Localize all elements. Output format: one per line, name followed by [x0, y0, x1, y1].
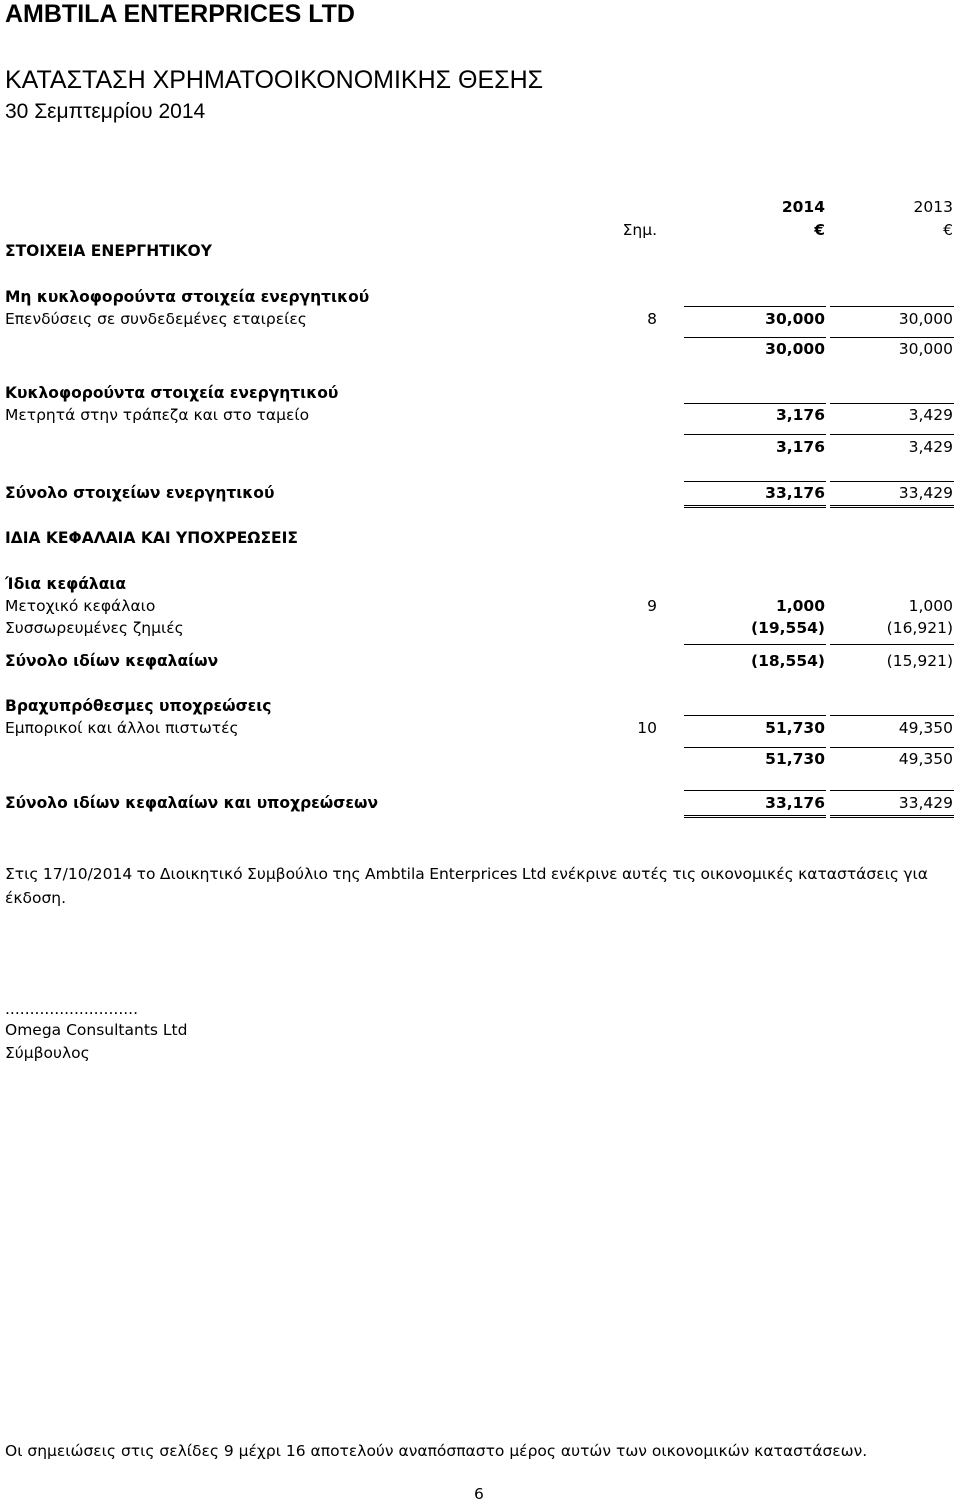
total-equity-current: (18,554)	[751, 652, 825, 670]
page-number: 6	[474, 1485, 484, 1503]
rule	[830, 747, 954, 748]
double-rule	[684, 815, 826, 818]
signature-line: ...........................	[5, 1000, 139, 1018]
rule	[830, 481, 954, 482]
double-rule	[830, 505, 954, 508]
total-assets-current: 33,176	[765, 484, 825, 502]
total-equity-label: Σύνολο ιδίων κεφαλαίων	[5, 652, 219, 670]
rule	[684, 715, 826, 716]
cash-current: 3,176	[775, 406, 825, 424]
rule	[830, 434, 954, 435]
currency-current-header: €	[814, 221, 825, 239]
rule	[830, 644, 954, 645]
trade-payables-current: 51,730	[765, 719, 825, 737]
total-equity-liabilities-label: Σύνολο ιδίων κεφαλαίων και υποχρεώσεων	[5, 794, 378, 812]
rule	[684, 403, 826, 404]
year-prior-header: 2013	[913, 198, 953, 216]
rule	[830, 790, 954, 791]
share-capital-prior: 1,000	[908, 597, 953, 615]
total-equity-prior: (15,921)	[886, 652, 953, 670]
investments-note: 8	[647, 310, 657, 328]
rule	[684, 790, 826, 791]
statement-date: 30 Σεμπτεμρίου 2014	[5, 100, 206, 123]
rule	[684, 337, 826, 338]
approval-statement: Στις 17/10/2014 το Διοικητικό Συμβούλιο της Ambtila Enterprices Ltd ενέκρινε αυτές τις οικονομικές καταστάσεις για έκδοση.	[5, 865, 928, 907]
trade-payables-prior: 49,350	[898, 719, 953, 737]
investments-current: 30,000	[765, 310, 825, 328]
liabilities-subtotal-prior: 49,350	[898, 750, 953, 768]
short-term-liabilities-heading: Βραχυπρόθεσμες υποχρεώσεις	[5, 697, 272, 715]
total-assets-prior: 33,429	[898, 484, 953, 502]
current-assets-heading: Κυκλοφορούντα στοιχεία ενεργητικού	[5, 384, 339, 402]
share-capital-note: 9	[647, 597, 657, 615]
total-equity-liabilities-prior: 33,429	[898, 794, 953, 812]
investments-prior: 30,000	[898, 310, 953, 328]
current-subtotal-current: 3,176	[775, 438, 825, 456]
current-subtotal-prior: 3,429	[908, 438, 953, 456]
notes-footnote: Οι σημειώσεις στις σελίδες 9 μέχρι 16 αποτελούν αναπόσπαστο μέρος αυτών των οικονομικών καταστάσεων.	[5, 1442, 868, 1460]
equity-heading: Ίδια κεφάλαια	[5, 575, 127, 593]
signatory-role: Σύμβουλος	[5, 1044, 90, 1062]
noncurrent-subtotal-current: 30,000	[765, 340, 825, 358]
rule	[684, 481, 826, 482]
assets-heading: ΣΤΟΙΧΕΙΑ ΕΝΕΡΓΗΤΙΚΟΥ	[5, 242, 212, 260]
liabilities-subtotal-current: 51,730	[765, 750, 825, 768]
accumulated-losses-current: (19,554)	[751, 619, 825, 637]
rule	[830, 715, 954, 716]
rule	[684, 747, 826, 748]
share-capital-current: 1,000	[775, 597, 825, 615]
investments-label: Επενδύσεις σε συνδεδεμένες εταιρείες	[5, 310, 307, 328]
double-rule	[684, 505, 826, 508]
equity-liabilities-heading: ΙΔΙΑ ΚΕΦΑΛΑΙΑ ΚΑΙ ΥΠΟΧΡΕΩΣΕΙΣ	[5, 529, 298, 547]
accumulated-losses-label: Συσσωρευμένες ζημιές	[5, 619, 184, 637]
rule	[684, 306, 826, 307]
share-capital-label: Μετοχικό κεφάλαιο	[5, 597, 156, 615]
company-name: AMBTILA ENTERPRICES LTD	[5, 0, 355, 28]
rule	[830, 337, 954, 338]
double-rule	[830, 815, 954, 818]
year-current-header: 2014	[781, 198, 825, 216]
cash-prior: 3,429	[908, 406, 953, 424]
noncurrent-subtotal-prior: 30,000	[898, 340, 953, 358]
note-column-header: Σημ.	[622, 221, 657, 239]
noncurrent-assets-heading: Μη κυκλοφορούντα στοιχεία ενεργητικού	[5, 288, 370, 306]
accumulated-losses-prior: (16,921)	[886, 619, 953, 637]
trade-payables-note: 10	[637, 719, 657, 737]
signatory-name: Omega Consultants Ltd	[5, 1021, 188, 1039]
cash-label: Μετρητά στην τράπεζα και στο ταμείο	[5, 406, 310, 424]
statement-title: ΚΑΤΑΣΤΑΣΗ ΧΡΗΜΑΤΟΟΙΚΟΝΟΜΙΚΗΣ ΘΕΣΗΣ	[5, 66, 544, 94]
currency-prior-header: €	[943, 221, 953, 239]
total-equity-liabilities-current: 33,176	[765, 794, 825, 812]
rule	[830, 403, 954, 404]
rule	[684, 434, 826, 435]
total-assets-label: Σύνολο στοιχείων ενεργητικού	[5, 484, 275, 502]
rule	[830, 306, 954, 307]
rule	[684, 644, 826, 645]
trade-payables-label: Εμπορικοί και άλλοι πιστωτές	[5, 719, 239, 737]
